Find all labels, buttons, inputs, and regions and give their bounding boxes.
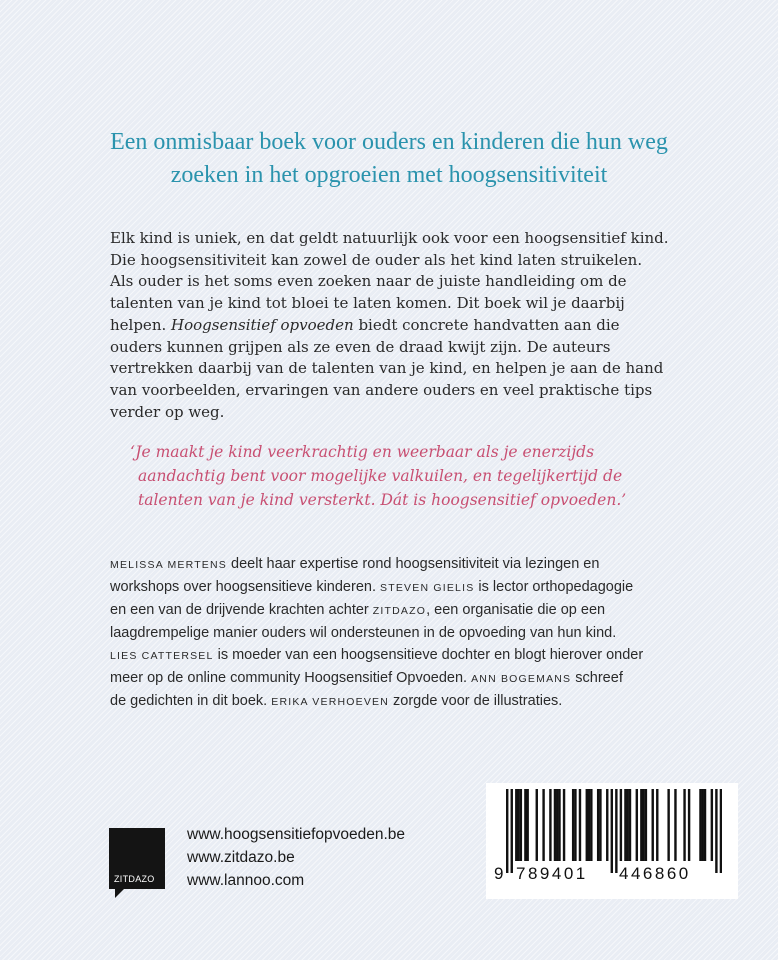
back-cover-headline bbox=[40, 126, 738, 192]
barcode-bars bbox=[506, 789, 722, 873]
barcode-bar bbox=[558, 789, 560, 861]
bio-line bbox=[110, 553, 670, 576]
isbn-barcode bbox=[486, 783, 738, 899]
bio-text: en een van de drijvende krachten achter bbox=[110, 602, 373, 618]
barcode-bar bbox=[556, 789, 558, 861]
author-name-erika: ERIKA VERHOEVEN bbox=[271, 696, 390, 708]
barcode-bar bbox=[520, 789, 522, 861]
bio-text: deelt haar expertise rond hoogsensitiviteit via lezingen en bbox=[227, 556, 600, 572]
speech-bubble-tail bbox=[115, 889, 124, 898]
barcode-bar bbox=[624, 789, 626, 861]
barcode-bar bbox=[627, 789, 629, 861]
barcode-bar bbox=[515, 789, 517, 861]
barcode-bar bbox=[542, 789, 544, 861]
link-lannoo[interactable]: www.lannoo.com bbox=[187, 872, 305, 889]
bio-line bbox=[110, 599, 670, 622]
author-bios bbox=[110, 553, 670, 713]
bio-text: , een organisatie die op een bbox=[426, 602, 606, 618]
barcode-bar bbox=[702, 789, 704, 861]
org-name-zitdazo: ZITDAZO bbox=[372, 605, 427, 617]
bio-line bbox=[110, 644, 670, 667]
bio-line bbox=[110, 667, 670, 690]
bio-text: schreef bbox=[571, 670, 623, 686]
barcode-bar bbox=[640, 789, 642, 861]
author-name-lies: LIES CATTERSEL bbox=[110, 650, 214, 662]
barcode-bar bbox=[524, 789, 526, 861]
quote-line-2: aandachtig bent voor mogelijke valkuilen, en tegelijkertijd de bbox=[138, 467, 623, 485]
quote-line-3: talenten van je kind versterkt. Dát is hoogsensitief opvoeden.’ bbox=[138, 491, 627, 509]
barcode-bar bbox=[667, 789, 669, 861]
barcode-bar bbox=[526, 789, 528, 861]
barcode-bar bbox=[574, 789, 576, 861]
barcode-bar bbox=[636, 789, 638, 861]
description-text-2: biedt concrete handvatten aan die ouders kunnen grijpen als ze even de draad kwijt zijn. De auteurs vertrekken daarbij van de talenten van je kind, en helpen je aan de hand van voorbeelden, ervaringen van andere ouders en veel praktische tips verder op weg. bbox=[110, 315, 664, 421]
barcode-bar bbox=[620, 789, 622, 861]
barcode-bar bbox=[715, 789, 717, 873]
description-text-1: Elk kind is uniek, en dat geldt natuurlijk ook voor een hoogsensitief kind. Die hoogsensitiviteit kan zowel de ouder als het kind laten struikelen. Als ouder is het soms even zoeken naar de juiste handleiding om de talenten van je kind tot bloei te laten komen. Dit boek wil je daarbij helpen. bbox=[110, 229, 669, 334]
barcode-bar bbox=[683, 789, 685, 861]
barcode-bar bbox=[615, 789, 617, 873]
barcode-bar bbox=[590, 789, 592, 861]
zitdazo-logo bbox=[109, 828, 165, 889]
barcode-bar bbox=[704, 789, 706, 861]
bio-line bbox=[110, 576, 670, 599]
quote-line-1: ‘Je maakt je kind veerkrachtig en weerbaar als je enerzijds bbox=[130, 443, 595, 461]
barcode-bar bbox=[554, 789, 556, 861]
link-hoogsensitiefopvoeden[interactable]: www.hoogsensitiefopvoeden.be bbox=[187, 826, 406, 843]
barcode-bar bbox=[588, 789, 590, 861]
bio-line bbox=[110, 622, 670, 644]
author-name-steven: STEVEN GIELIS bbox=[380, 582, 475, 594]
bio-text: zorgde voor de illustraties. bbox=[389, 693, 563, 709]
bio-text: meer op de online community Hoogsensitief Opvoeden. bbox=[110, 670, 472, 686]
barcode-bar bbox=[579, 789, 581, 861]
barcode-bar bbox=[536, 789, 538, 861]
isbn-prefix: 9 bbox=[494, 864, 504, 883]
isbn-group-2: 446860 bbox=[619, 864, 691, 883]
headline-line-1: Een onmisbaar boek voor ouders en kinderen die hun weg bbox=[110, 129, 668, 155]
book-title-italic: Hoogsensitief opvoeden bbox=[171, 315, 354, 334]
barcode-bar bbox=[699, 789, 701, 861]
bio-text: is moeder van een hoogsensitieve dochter en blogt hierover onder bbox=[213, 647, 644, 663]
barcode-bar bbox=[549, 789, 551, 861]
barcode-bar bbox=[511, 789, 513, 873]
barcode-bar bbox=[711, 789, 713, 861]
author-name-ann: ANN BOGEMANS bbox=[471, 673, 572, 685]
barcode-bar bbox=[606, 789, 608, 861]
barcode-bar bbox=[652, 789, 654, 861]
barcode-bar bbox=[597, 789, 599, 861]
barcode-bar bbox=[629, 789, 631, 861]
bio-text: laagdrempelige manier ouders wil ondersteunen in de opvoeding van hun kind. bbox=[110, 625, 617, 641]
barcode-bar bbox=[572, 789, 574, 861]
barcode-bar bbox=[517, 789, 519, 861]
bio-text: is lector orthopedagogie bbox=[474, 579, 634, 595]
barcode-bar bbox=[674, 789, 676, 861]
headline-line-2: zoeken in het opgroeien met hoogsensitiviteit bbox=[170, 162, 608, 188]
pull-quote bbox=[130, 440, 670, 512]
bio-text: de gedichten in dit boek. bbox=[110, 693, 272, 709]
barcode-bar bbox=[656, 789, 658, 861]
book-description bbox=[110, 228, 670, 423]
logo-text: ZITDAZO bbox=[114, 874, 155, 884]
bio-text: workshops over hoogsensitieve kinderen. bbox=[110, 579, 381, 595]
barcode-bar bbox=[720, 789, 722, 873]
barcode-bar bbox=[688, 789, 690, 861]
bio-line bbox=[110, 690, 670, 713]
isbn-number bbox=[494, 864, 691, 884]
barcode-bar bbox=[599, 789, 601, 861]
website-links bbox=[187, 823, 405, 892]
barcode-bar bbox=[611, 789, 613, 873]
barcode-bar bbox=[586, 789, 588, 861]
isbn-group-1: 789401 bbox=[516, 864, 588, 883]
link-zitdazo[interactable]: www.zitdazo.be bbox=[187, 849, 295, 866]
author-name-melissa: MELISSA MERTENS bbox=[110, 559, 228, 571]
barcode-bar bbox=[563, 789, 565, 861]
barcode-bar bbox=[645, 789, 647, 861]
barcode-bar bbox=[642, 789, 644, 861]
barcode-bar bbox=[506, 789, 508, 873]
